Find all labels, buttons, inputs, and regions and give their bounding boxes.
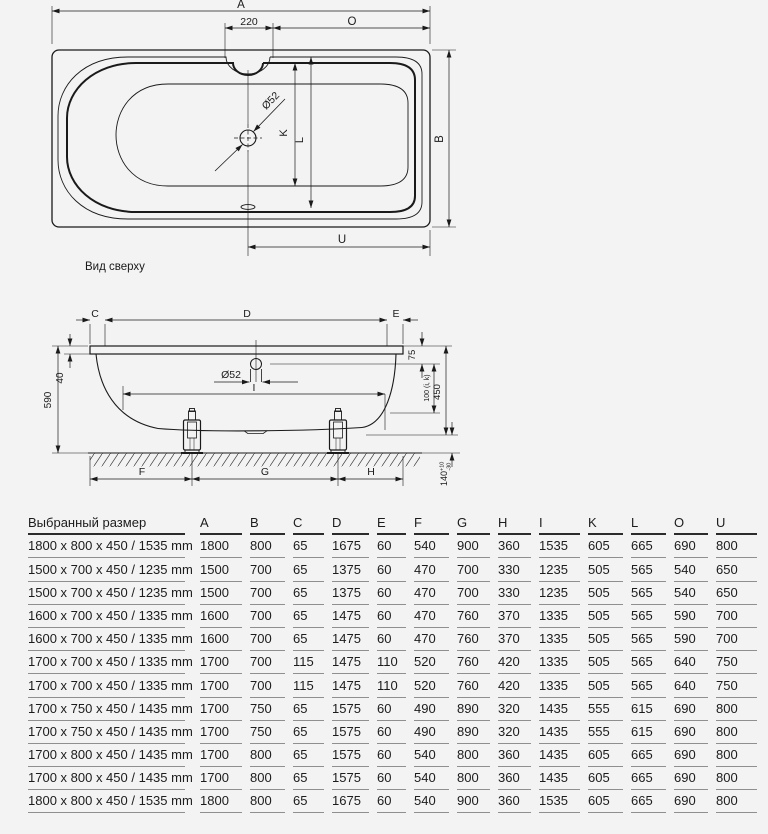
dim-590-label: 590: [43, 391, 54, 409]
dim-40: [64, 334, 92, 368]
dim-cell: 800: [250, 770, 285, 790]
dim-cell: 565: [631, 608, 666, 628]
table-row: [28, 582, 765, 605]
dim-cell: 615: [631, 701, 666, 721]
dim-cell: 540: [414, 747, 449, 767]
drain-symbol: [215, 99, 285, 171]
dim-cell: 1575: [332, 724, 369, 744]
dim-cell: 1800: [200, 793, 242, 813]
size-cell: 1500 x 700 x 450 / 1235 mm: [28, 562, 185, 582]
dim-cell: 650: [716, 585, 757, 605]
dim-cell: 615: [631, 724, 666, 744]
dim-cell: 505: [588, 678, 623, 698]
size-cell: 1700 x 800 x 450 / 1435 mm: [28, 770, 185, 790]
dim-cell: 565: [631, 678, 666, 698]
dim-cell: 760: [457, 608, 490, 628]
dim-75-label: 75: [407, 349, 418, 361]
dim-cell: 1335: [539, 678, 580, 698]
dim-cell: 665: [631, 793, 666, 813]
dim-cell: 1600: [200, 631, 242, 651]
dim-cell: 370: [498, 608, 531, 628]
dim-cell: 1575: [332, 747, 369, 767]
dim-cell: 640: [674, 654, 708, 674]
table-row: [28, 628, 765, 651]
dim-cell: 690: [674, 724, 708, 744]
table-row: [28, 744, 765, 767]
dim-cell: 520: [414, 678, 449, 698]
dim-cell: 360: [498, 538, 531, 558]
dim-cell: 800: [716, 724, 757, 744]
size-cell: 1700 x 700 x 450 / 1335 mm: [28, 654, 185, 674]
dim-cell: 360: [498, 747, 531, 767]
dim-cell: 1800: [200, 538, 242, 558]
dim-d-label: D: [243, 310, 251, 320]
dim-cell: 1475: [332, 631, 369, 651]
drain-diameter-side-label: Ø52: [221, 369, 241, 381]
dim-cell: 605: [588, 770, 623, 790]
dim-cell: 690: [674, 701, 708, 721]
size-cell: 1600 x 700 x 450 / 1335 mm: [28, 608, 185, 628]
dim-cell: 60: [377, 538, 406, 558]
top-view-drawing: [30, 0, 470, 285]
dim-cde: [76, 320, 418, 346]
table-header-row: [28, 512, 765, 535]
dim-cell: 640: [674, 678, 708, 698]
dim-cell: 65: [293, 747, 324, 767]
dim-cell: 665: [631, 538, 666, 558]
dim-cell: 540: [674, 562, 708, 582]
dim-cell: 1535: [539, 793, 580, 813]
column-header: H: [498, 515, 531, 535]
dim-cell: 540: [674, 585, 708, 605]
column-header: A: [200, 515, 242, 535]
dim-cell: 1600: [200, 608, 242, 628]
dim-cell: 800: [716, 747, 757, 767]
drain-diameter-label: Ø52: [259, 89, 283, 113]
dim-cell: 65: [293, 701, 324, 721]
dim-cell: 60: [377, 562, 406, 582]
dim-cell: 1675: [332, 793, 369, 813]
column-header: E: [377, 515, 406, 535]
dim-o-label: O: [347, 16, 357, 28]
dim-cell: 520: [414, 654, 449, 674]
size-cell: 1700 x 700 x 450 / 1335 mm: [28, 678, 185, 698]
dim-cell: 470: [414, 608, 449, 628]
size-cell: 1700 x 800 x 450 / 1435 mm: [28, 747, 185, 767]
dim-f-label: F: [138, 466, 146, 478]
top-view-caption: Вид сверху: [85, 261, 145, 273]
dim-cell: 665: [631, 747, 666, 767]
dim-cell: 1700: [200, 770, 242, 790]
dim-a-label: A: [237, 0, 245, 11]
dim-cell: 1435: [539, 770, 580, 790]
dim-cell: 1435: [539, 701, 580, 721]
dim-cell: 540: [414, 770, 449, 790]
dim-b-label: B: [434, 135, 446, 143]
dim-cell: 505: [588, 654, 623, 674]
dim-cell: 700: [250, 678, 285, 698]
size-cell: 1800 x 800 x 450 / 1535 mm: [28, 538, 185, 558]
size-table: [28, 512, 765, 813]
dim-i-label: I: [252, 382, 256, 394]
dim-cell: 60: [377, 608, 406, 628]
dim-cell: 1235: [539, 585, 580, 605]
dim-cell: 605: [588, 793, 623, 813]
dim-cell: 800: [716, 770, 757, 790]
dim-cell: 60: [377, 724, 406, 744]
dim-cell: 900: [457, 793, 490, 813]
dim-cell: 800: [716, 701, 757, 721]
dim-cell: 1375: [332, 562, 369, 582]
size-cell: 1800 x 800 x 450 / 1535 mm: [28, 793, 185, 813]
table-row: [28, 721, 765, 744]
dim-cell: 700: [250, 654, 285, 674]
dim-cell: 665: [631, 770, 666, 790]
table-row: [28, 674, 765, 697]
tub-foot-right: [327, 409, 349, 454]
table-row: [28, 790, 765, 813]
dim-cell: 1575: [332, 770, 369, 790]
column-header: G: [457, 515, 490, 535]
dim-cell: 1335: [539, 654, 580, 674]
dim-cell: 1700: [200, 701, 242, 721]
dim-cell: 760: [457, 654, 490, 674]
dim-cell: 800: [457, 770, 490, 790]
size-cell: 1700 x 750 x 450 / 1435 mm: [28, 724, 185, 744]
dim-cell: 1500: [200, 562, 242, 582]
dim-cell: 555: [588, 701, 623, 721]
dim-cell: 470: [414, 562, 449, 582]
dim-cell: 60: [377, 585, 406, 605]
column-header: U: [716, 515, 757, 535]
dim-cell: 65: [293, 631, 324, 651]
dim-cell: 800: [716, 538, 757, 558]
dim-cell: 540: [414, 538, 449, 558]
bathtub-side-outline: [90, 346, 403, 434]
side-view-drawing: [30, 310, 470, 510]
dim-cell: 800: [250, 793, 285, 813]
dim-450-label: 450: [432, 384, 443, 400]
dim-cell: 110: [377, 654, 406, 674]
dim-cell: 505: [588, 562, 623, 582]
dim-cell: 590: [674, 631, 708, 651]
column-header: K: [588, 515, 623, 535]
dim-cell: 700: [250, 585, 285, 605]
dim-cell: 360: [498, 770, 531, 790]
dim-cell: 750: [716, 678, 757, 698]
dim-g-label: G: [260, 466, 270, 478]
dim-40-label: 40: [55, 372, 66, 384]
dim-cell: 700: [250, 631, 285, 651]
dim-l-label: L: [294, 136, 306, 144]
dim-cell: 650: [716, 562, 757, 582]
dim-cell: 1375: [332, 585, 369, 605]
dim-cell: 65: [293, 562, 324, 582]
dim-cell: 605: [588, 538, 623, 558]
dim-cell: 1475: [332, 678, 369, 698]
dim-cell: 690: [674, 747, 708, 767]
dim-cell: 1535: [539, 538, 580, 558]
dim-cell: 65: [293, 770, 324, 790]
dim-cell: 1475: [332, 608, 369, 628]
dim-cell: 110: [377, 678, 406, 698]
dim-cell: 65: [293, 538, 324, 558]
dim-cell: 60: [377, 747, 406, 767]
column-header-size: Выбранный размер: [28, 515, 185, 535]
dim-cell: 800: [250, 747, 285, 767]
dim-cell: 700: [250, 562, 285, 582]
dim-cell: 700: [250, 608, 285, 628]
dim-cell: 60: [377, 793, 406, 813]
dim-cell: 605: [588, 747, 623, 767]
dim-cell: 760: [457, 631, 490, 651]
dim-cell: 115: [293, 654, 324, 674]
dim-cell: 470: [414, 631, 449, 651]
dim-cell: 800: [250, 538, 285, 558]
dim-cell: 565: [631, 562, 666, 582]
dim-140-tol-minus: -30: [446, 462, 453, 471]
dim-cell: 1575: [332, 701, 369, 721]
dim-cell: 900: [457, 538, 490, 558]
dim-cell: 65: [293, 585, 324, 605]
dim-cell: 1500: [200, 585, 242, 605]
dim-cell: 1700: [200, 724, 242, 744]
dim-cell: 330: [498, 562, 531, 582]
dim-cell: 800: [457, 747, 490, 767]
dim-cell: 590: [674, 608, 708, 628]
dim-cell: 60: [377, 701, 406, 721]
dim-cell: 420: [498, 654, 531, 674]
dim-cell: 565: [631, 654, 666, 674]
dim-c-label: C: [91, 310, 99, 320]
dim-cell: 115: [293, 678, 324, 698]
dim-cell: 65: [293, 608, 324, 628]
column-header: D: [332, 515, 369, 535]
dim-cell: 65: [293, 793, 324, 813]
size-cell: 1600 x 700 x 450 / 1335 mm: [28, 631, 185, 651]
dim-cell: 565: [631, 631, 666, 651]
size-cell: 1500 x 700 x 450 / 1235 mm: [28, 585, 185, 605]
dim-cell: 890: [457, 701, 490, 721]
dim-cell: 690: [674, 538, 708, 558]
dim-220-label: 220: [240, 16, 258, 28]
column-header: B: [250, 515, 285, 535]
dim-140-tol-plus: +10: [439, 461, 446, 471]
dim-100-label: 100 (i, k): [424, 374, 431, 402]
dim-220: [225, 23, 273, 58]
dim-cell: 490: [414, 724, 449, 744]
dim-cell: 565: [631, 585, 666, 605]
ground-line: [52, 453, 460, 467]
dim-cell: 420: [498, 678, 531, 698]
dim-cell: 330: [498, 585, 531, 605]
dim-cell: 700: [457, 562, 490, 582]
table-row: [28, 535, 765, 558]
dim-cell: 505: [588, 631, 623, 651]
dim-cell: 360: [498, 793, 531, 813]
dim-cell: 760: [457, 678, 490, 698]
dim-cell: 1435: [539, 747, 580, 767]
dim-cell: 750: [250, 724, 285, 744]
dim-cell: 1335: [539, 608, 580, 628]
dim-cell: 750: [250, 701, 285, 721]
dim-cell: 1675: [332, 538, 369, 558]
dim-140-value: 140: [439, 470, 449, 486]
column-header: I: [539, 515, 580, 535]
table-row: [28, 767, 765, 790]
dim-cell: 700: [716, 608, 757, 628]
dim-cell: 320: [498, 701, 531, 721]
dim-cell: 700: [457, 585, 490, 605]
dim-cell: 555: [588, 724, 623, 744]
column-header: L: [631, 515, 666, 535]
dim-cell: 1475: [332, 654, 369, 674]
dim-cell: 1335: [539, 631, 580, 651]
table-row: [28, 605, 765, 628]
dim-cell: 700: [716, 631, 757, 651]
dim-cell: 750: [716, 654, 757, 674]
table-row: [28, 698, 765, 721]
size-cell: 1700 x 750 x 450 / 1435 mm: [28, 701, 185, 721]
dim-cell: 60: [377, 770, 406, 790]
dim-u-label: U: [337, 234, 347, 246]
dim-h-label: H: [367, 466, 375, 478]
dim-cell: 1700: [200, 654, 242, 674]
dim-cell: 540: [414, 793, 449, 813]
dim-cell: 690: [674, 770, 708, 790]
column-header: C: [293, 515, 324, 535]
dim-cell: 505: [588, 608, 623, 628]
dim-cell: 1700: [200, 747, 242, 767]
dim-e-label: E: [392, 310, 400, 320]
column-header: O: [674, 515, 708, 535]
dim-cell: 1435: [539, 724, 580, 744]
dim-140-label: [439, 462, 453, 486]
dim-cell: 370: [498, 631, 531, 651]
dim-cell: 490: [414, 701, 449, 721]
dim-cell: 60: [377, 631, 406, 651]
dim-cell: 890: [457, 724, 490, 744]
bathtub-top-outline: [52, 50, 430, 227]
dim-cell: 690: [674, 793, 708, 813]
dim-k-label: K: [278, 129, 290, 137]
table-row: [28, 651, 765, 674]
table-row: [28, 558, 765, 581]
dim-cell: 1235: [539, 562, 580, 582]
dim-cell: 470: [414, 585, 449, 605]
dim-cell: 1700: [200, 678, 242, 698]
dim-cell: 800: [716, 793, 757, 813]
column-header: F: [414, 515, 449, 535]
dim-cell: 65: [293, 724, 324, 744]
dim-cell: 505: [588, 585, 623, 605]
dim-cell: 320: [498, 724, 531, 744]
